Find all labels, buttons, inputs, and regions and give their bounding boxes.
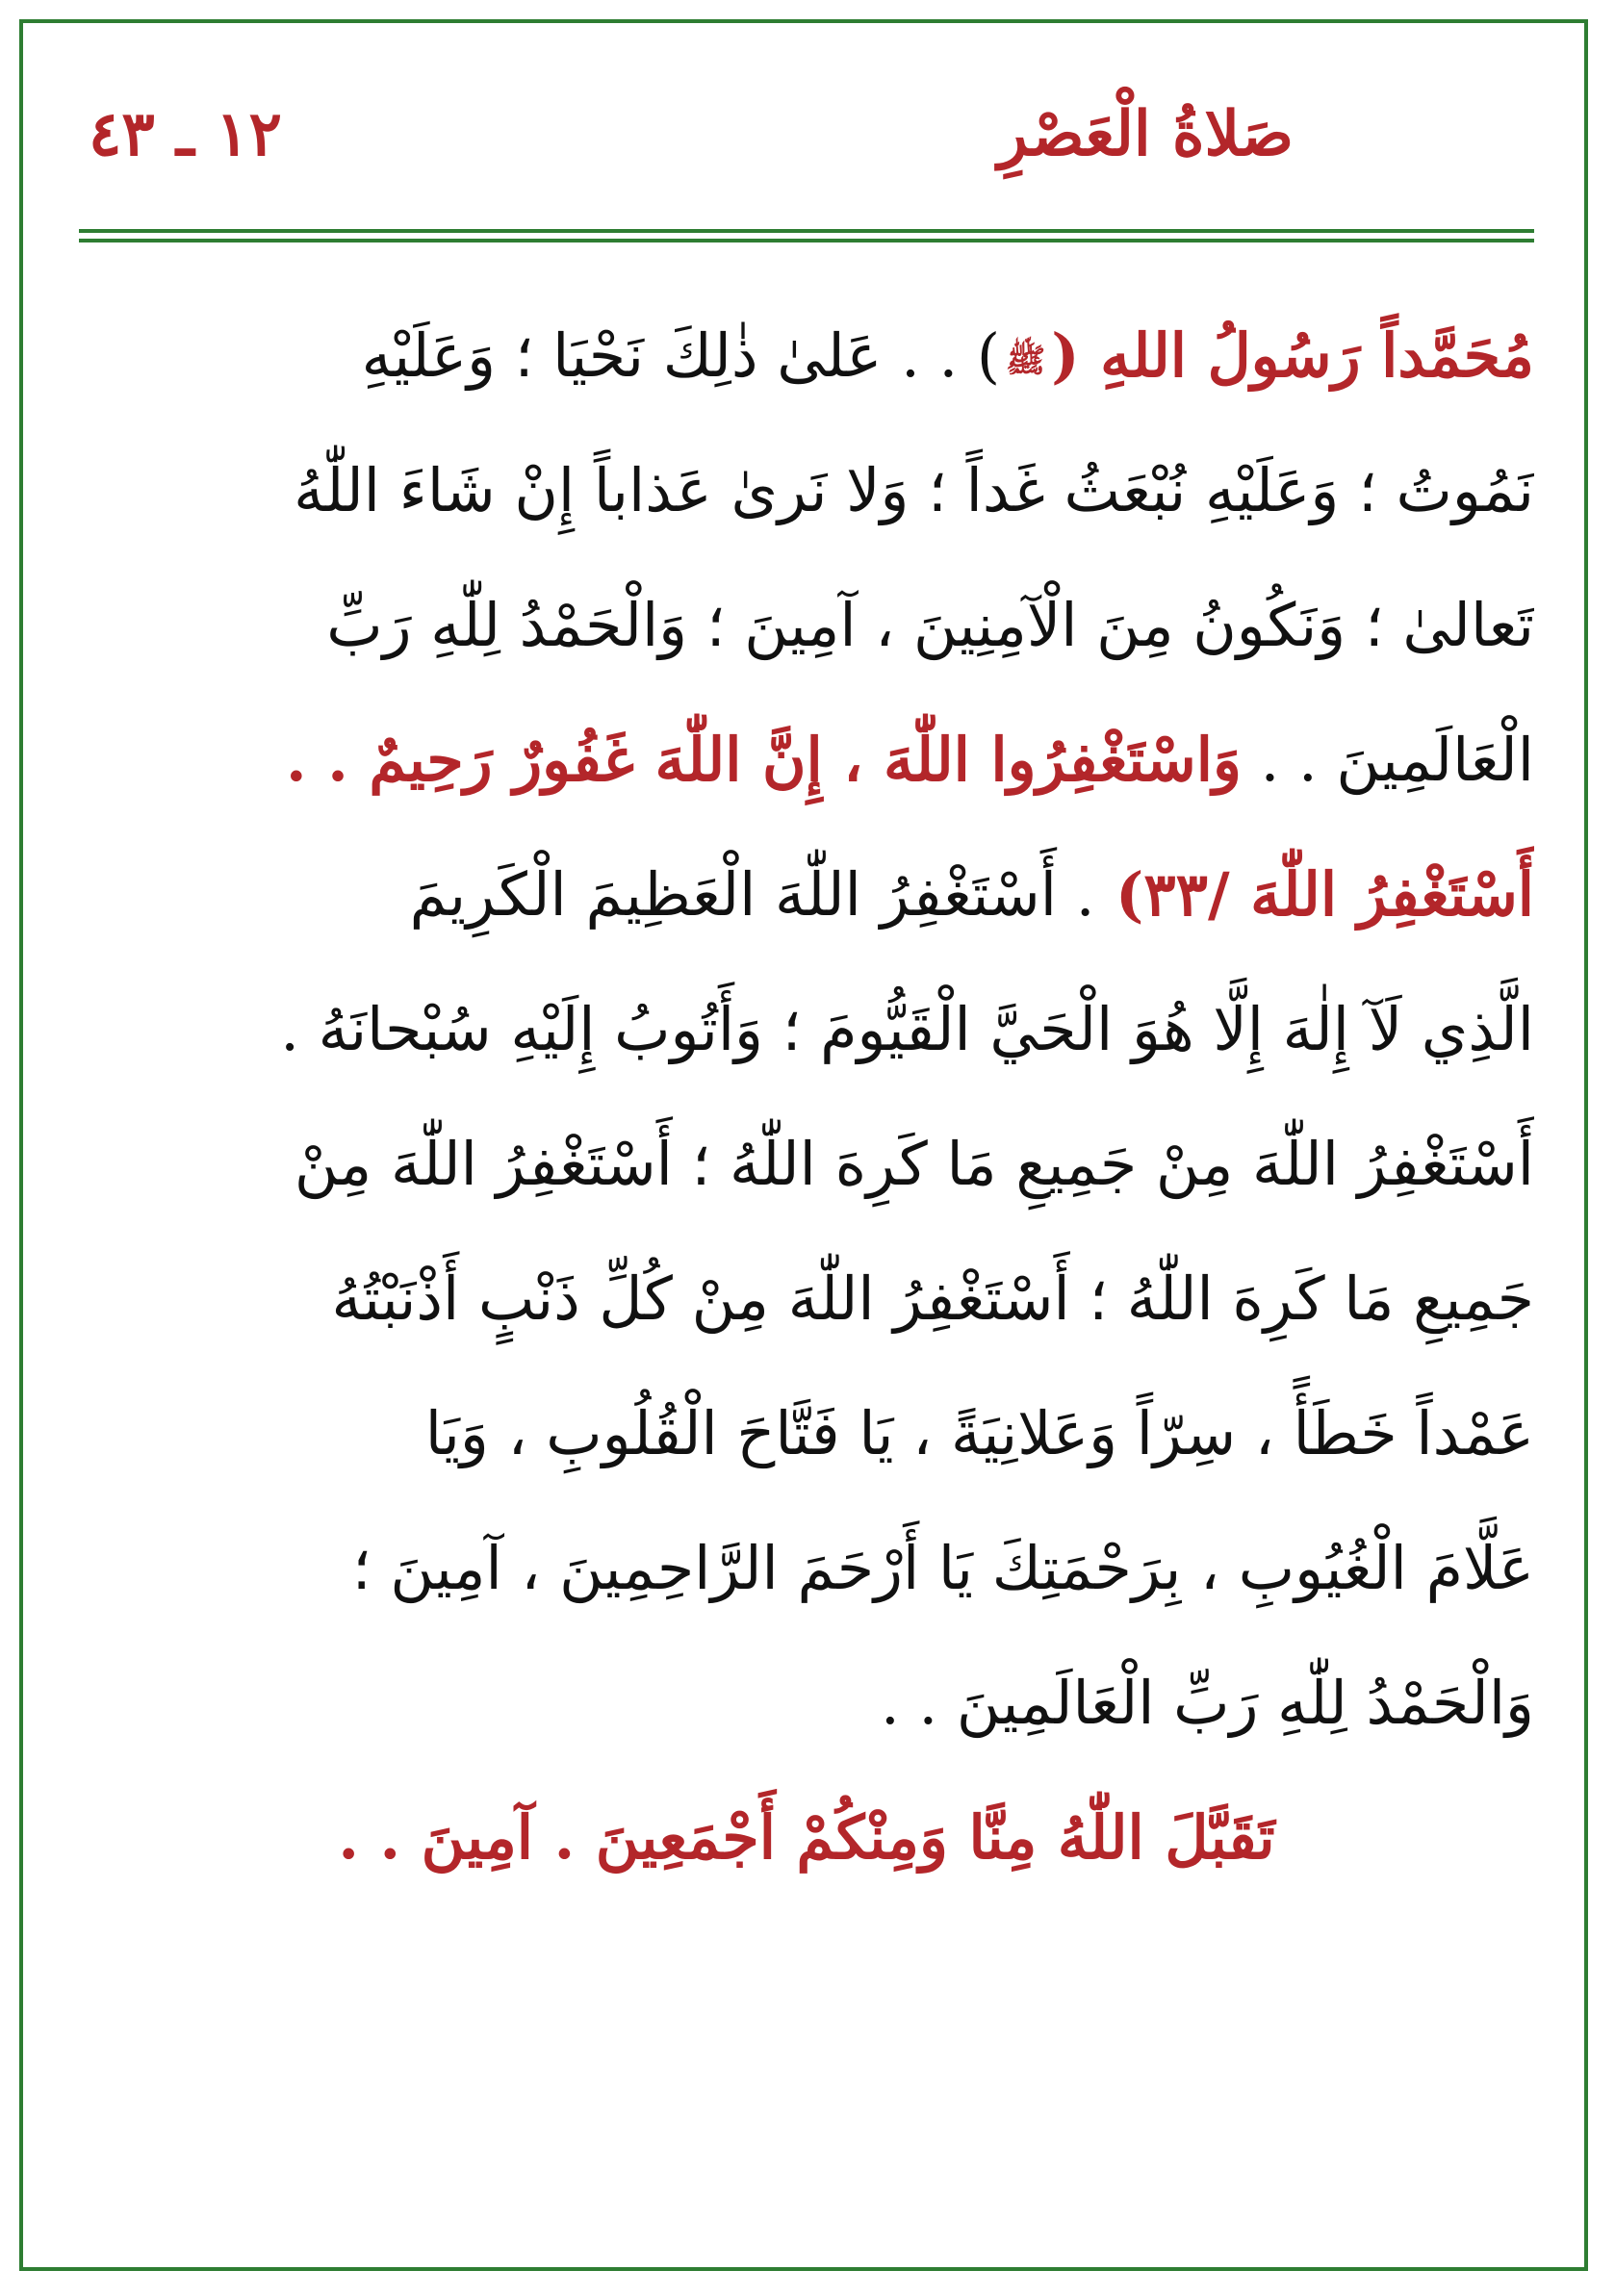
text-line [79, 1501, 1534, 1636]
text-segment: مُحَمَّداً رَسُولُ اللهِ ( [1051, 320, 1534, 391]
text-segment: نَمُوتُ ؛ وَعَلَيْهِ نُبْعَثُ غَداً ؛ وَلا نَرىٰ عَذاباً إِنْ شَاءَ اللّٰهُ [294, 455, 1534, 525]
text-line [79, 1636, 1534, 1771]
text-segment: أَسْتَغْفِرُ اللّٰهَ /٣٣) [1094, 859, 1534, 930]
text-segment: أَسْتَغْفِرُ اللّٰهَ مِنْ جَمِيعِ مَا كَرِهَ اللّٰهُ ؛ أَسْتَغْفِرُ اللّٰهَ مِنْ [294, 1129, 1534, 1199]
text-segment: وَالْحَمْدُ لِلّٰهِ رَبِّ الْعَالَمِينَ . . [881, 1668, 1534, 1738]
text-line [79, 423, 1534, 558]
header-divider [79, 229, 1534, 242]
text-line [79, 962, 1534, 1097]
text-segment: جَمِيعِ مَا كَرِهَ اللّٰهُ ؛ أَسْتَغْفِرُ اللّٰهَ مِنْ كُلِّ ذَنْبٍ أَذْنَبْتُهُ [331, 1263, 1534, 1334]
text-segment: تَعالىٰ ؛ وَنَكُونُ مِنَ الْآمِنِينَ ، آمِينَ ؛ وَالْحَمْدُ لِلّٰهِ رَبِّ [326, 590, 1534, 660]
text-line [79, 693, 1534, 828]
text-segment: الْعَالَمِينَ . . [1241, 725, 1534, 795]
page-title: صَلاةُ الْعَصْرِ [997, 98, 1294, 170]
text-line [79, 1232, 1534, 1366]
text-segment: عَلَّامَ الْغُيُوبِ ، بِرَحْمَتِكَ يَا أَرْحَمَ الرَّاحِمِينَ ، آمِينَ ؛ [351, 1533, 1534, 1603]
page-reference: ١٢ ـ ٤٣ [89, 98, 282, 170]
text-line [79, 1366, 1534, 1501]
text-line [79, 289, 1534, 423]
text-line [79, 558, 1534, 693]
text-segment: تَقَبَّلَ اللّٰهُ مِنَّا وَمِنْكُمْ أَجْمَعِينَ . آمِينَ . . [338, 1802, 1275, 1873]
text-segment: الَّذِي لَآ إِلٰهَ إِلَّا هُوَ الْحَيَّ الْقَيُّومَ ؛ وَأَتُوبُ إِلَيْهِ سُبْحانَهُ . [280, 994, 1534, 1064]
salutation-glyph: ﷺ [1006, 341, 1046, 380]
text-segment: وَاسْتَغْفِرُوا اللّٰهَ ، إِنَّ اللّٰهَ غَفُورٌ رَحِيمٌ . . [286, 725, 1242, 795]
text-line [79, 1771, 1534, 1905]
text-line [79, 1097, 1534, 1232]
page-header [79, 75, 1534, 219]
prayer-text [79, 289, 1534, 1905]
text-segment: ) . . عَلىٰ ذٰلِكَ نَحْيَا ؛ وَعَلَيْهِ [361, 320, 1001, 391]
text-segment: عَمْداً خَطَأً ، سِرّاً وَعَلانِيَةً ، يَا فَتَّاحَ الْقُلُوبِ ، وَيَا [424, 1398, 1534, 1468]
text-segment: . أَسْتَغْفِرُ اللّٰهَ الْعَظِيمَ الْكَرِيمَ [409, 859, 1095, 930]
text-line [79, 828, 1534, 962]
